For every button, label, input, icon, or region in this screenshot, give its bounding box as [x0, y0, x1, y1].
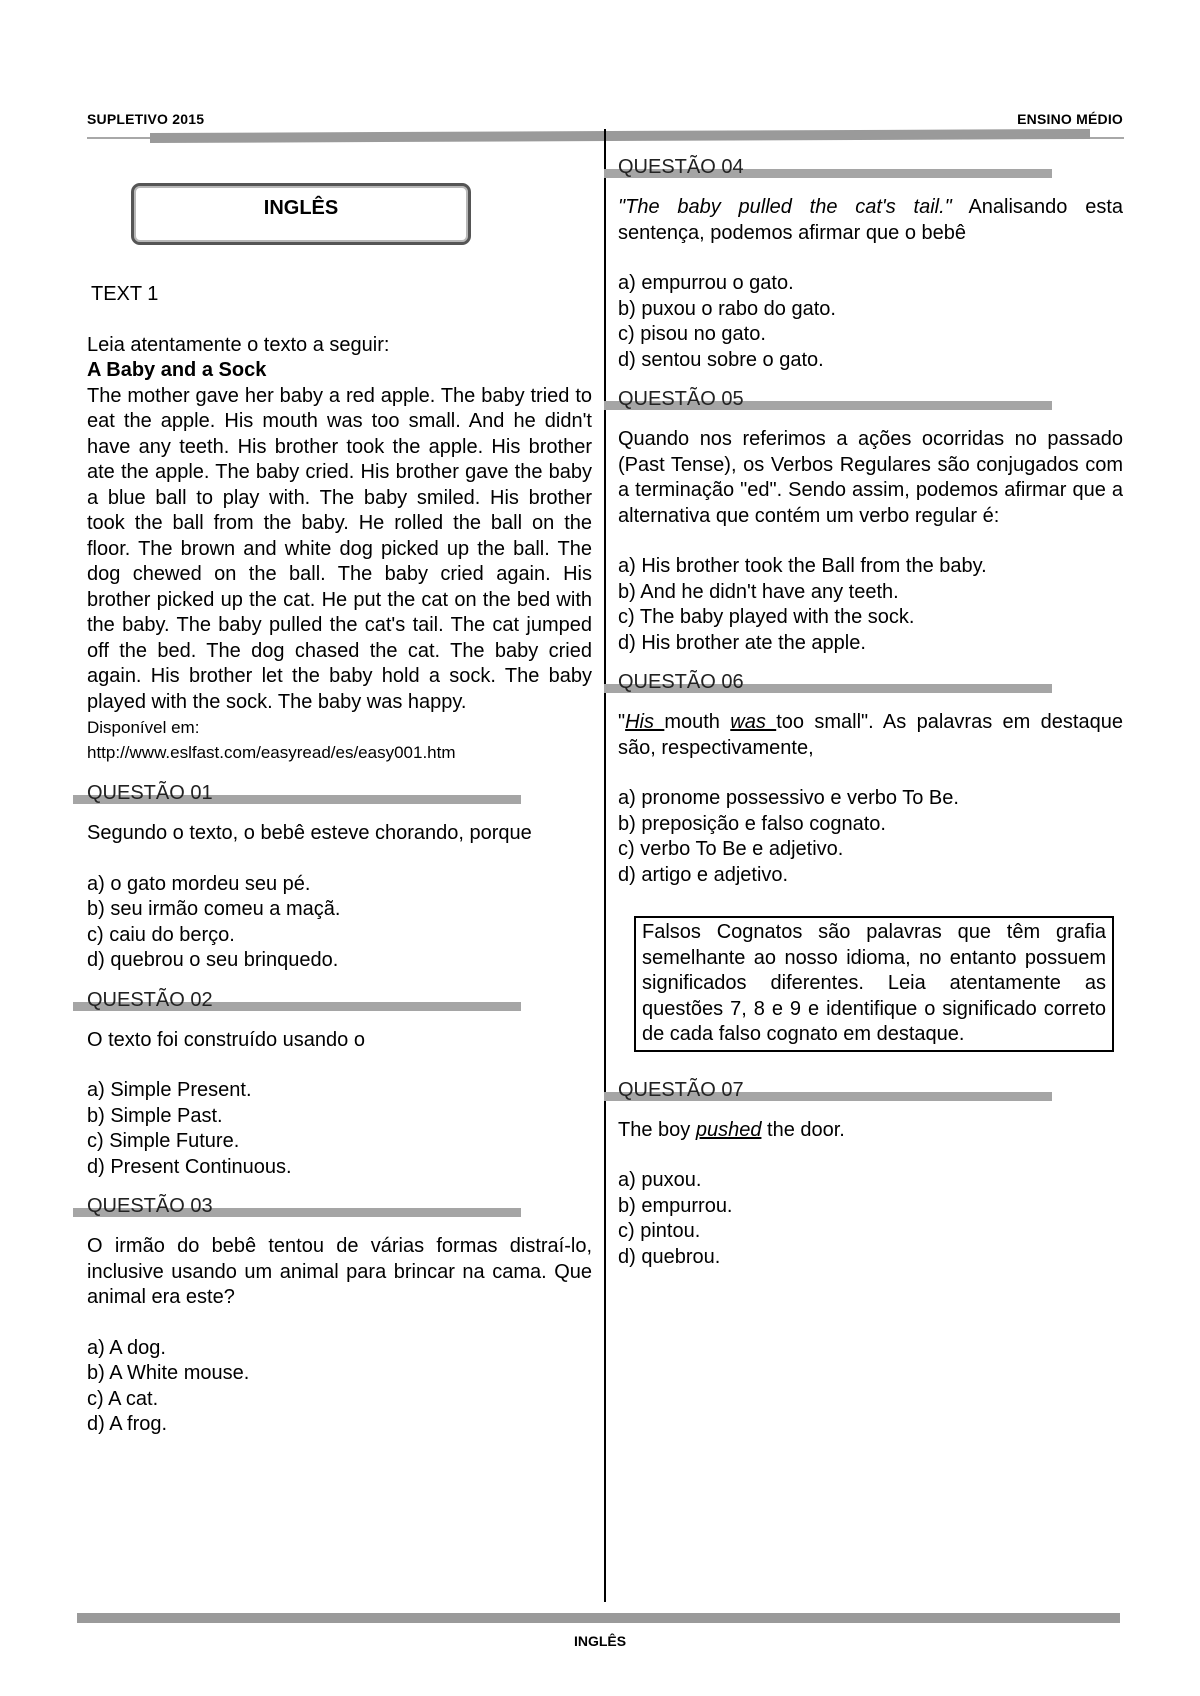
question-02-option-d: d) Present Continuous. [87, 1155, 292, 1178]
footer-label: INGLÊS [573, 1633, 627, 1649]
question-03-option-a: a) A dog. [87, 1336, 166, 1359]
header-right: ENSINO MÉDIO [1017, 111, 1123, 127]
question-03-option-d: d) A frog. [87, 1413, 168, 1435]
question-01-option-b: b) seu irmão comeu a maçã. [87, 898, 341, 920]
text-label: TEXT 1 [91, 283, 159, 305]
false-cognates-note: Falsos Cognatos são palavras que têm grafia semelhante ao nosso idioma, no entanto possuem significados diferentes. Leia atentamente as questões 7, 8 e 9 e identifique o significado correto de cada falso cognato em destaque. [634, 916, 1114, 1052]
question-04-option-a: a) empurrou o gato. [618, 272, 794, 294]
question-06-open-quote: " [618, 711, 626, 733]
question-04-quote: "The baby pulled the cat's tail." [618, 196, 952, 218]
question-07-stem [618, 1118, 1123, 1144]
question-01-option-a: a) o gato mordeu seu pé. [87, 872, 311, 895]
question-06-highlight-was: was [730, 711, 777, 733]
text-intro: Leia atentamente o texto a seguir: [87, 333, 390, 356]
question-02-stem: O texto foi construído usando o [87, 1028, 365, 1051]
question-05-option-a: a) His brother took the Ball from the baby. [618, 555, 987, 577]
text-body: The mother gave her baby a red apple. The baby tried to eat the apple. His mouth was too small. And he didn't have any teeth. His brother took the apple. His brother ate the apple. The baby cried. His brother gave the baby a blue ball to play with. The baby smiled. His brother took the ball from the baby. He rolled the ball on the floor. The brown and white dog picked up the ball. The dog chewed on the ball. The baby cried again. His brother picked up the cat. He put the cat on the bed with the baby. The baby pulled the cat's tail. The cat jumped off the bed. The dog chased the cat. The baby cried again. His brother let the baby hold a sock. The baby played with the sock. The baby was happy. [87, 384, 592, 713]
column-divider [604, 129, 606, 1602]
source-label: Disponível em: [87, 718, 200, 737]
question-03-label: QUESTÃO 03 [87, 1195, 213, 1217]
question-06-option-c: c) verbo To Be e adjetivo. [618, 838, 844, 860]
question-05-option-d: d) His brother ate the apple. [618, 631, 866, 654]
question-07-heading [618, 1078, 1123, 1104]
question-04-stem-rest: Analisando esta sentença, podemos afirmar que o bebê [618, 196, 1123, 244]
question-01-stem: Segundo o texto, o bebê esteve chorando, porque [87, 822, 532, 844]
question-06-option-b: b) preposição e falso cognato. [618, 812, 886, 835]
header-bar [150, 129, 1090, 143]
question-05-option-c: c) The baby played with the sock. [618, 606, 915, 628]
question-05-heading [618, 387, 1123, 413]
question-07-stem-before: The boy [618, 1118, 696, 1141]
header-left: SUPLETIVO 2015 [87, 111, 205, 127]
question-06-stem-mid: mouth [664, 711, 731, 733]
question-04-heading [618, 155, 1123, 181]
question-01-option-d: d) quebrou o seu brinquedo. [87, 949, 339, 971]
question-07-label: QUESTÃO 07 [618, 1078, 744, 1101]
question-06-option-d: d) artigo e adjetivo. [618, 863, 789, 886]
question-02-option-b: b) Simple Past. [87, 1104, 223, 1127]
footer-bar [77, 1613, 1120, 1623]
question-01-label: QUESTÃO 01 [87, 782, 213, 804]
question-04-option-c: c) pisou no gato. [618, 323, 766, 345]
question-02-option-a: a) Simple Present. [87, 1079, 252, 1101]
question-04-label: QUESTÃO 04 [618, 156, 744, 178]
subject-title: INGLÊS [263, 196, 339, 219]
question-07-option-b: b) empurrou. [618, 1194, 733, 1217]
question-06-highlight-his: His [625, 711, 665, 733]
question-02-heading [87, 988, 592, 1014]
question-02-option-c: c) Simple Future. [87, 1130, 240, 1152]
question-06-label: QUESTÃO 06 [618, 671, 744, 693]
question-07-highlight-pushed: pushed [695, 1118, 762, 1141]
question-03-heading [87, 1194, 592, 1220]
question-07-option-a: a) puxou. [618, 1169, 702, 1191]
question-05-label: QUESTÃO 05 [618, 388, 744, 410]
question-06-option-a: a) pronome possessivo e verbo To Be. [618, 787, 959, 809]
question-01-heading [87, 781, 592, 807]
source-url: http://www.eslfast.com/easyread/es/easy001.htm [87, 743, 456, 762]
question-04-option-b: b) puxou o rabo do gato. [618, 297, 836, 320]
question-06-heading [618, 670, 1123, 696]
question-04-stem [618, 195, 1123, 246]
question-02-label: QUESTÃO 02 [87, 988, 213, 1011]
subject-box [131, 183, 471, 245]
question-06-stem-rest: too small". As palavras em destaque são, respectivamente, [618, 711, 1123, 759]
question-07-stem-after: the door. [761, 1118, 845, 1141]
question-03-option-b: b) A White mouse. [87, 1362, 250, 1384]
text-title: A Baby and a Sock [87, 359, 267, 381]
question-05-stem: Quando nos referimos a ações ocorridas no passado (Past Tense), os Verbos Regulares são conjugados com a terminação "ed". Sendo assim, podemos afirmar que a alternativa que contém um verbo regular é: [618, 428, 1123, 527]
question-06-stem [618, 710, 1123, 761]
question-05-option-b: b) And he didn't have any teeth. [618, 580, 899, 603]
question-03-stem: O irmão do bebê tentou de várias formas distraí-lo, inclusive usando um animal para brincar na cama. Que animal era este? [87, 1235, 592, 1308]
question-03-option-c: c) A cat. [87, 1387, 159, 1410]
right-column [618, 155, 1123, 1270]
question-04-option-d: d) sentou sobre o gato. [618, 348, 824, 371]
question-07-option-c: c) pintou. [618, 1220, 701, 1242]
question-01-option-c: c) caiu do berço. [87, 923, 235, 946]
left-column [87, 282, 592, 1438]
question-07-option-d: d) quebrou. [618, 1245, 721, 1268]
